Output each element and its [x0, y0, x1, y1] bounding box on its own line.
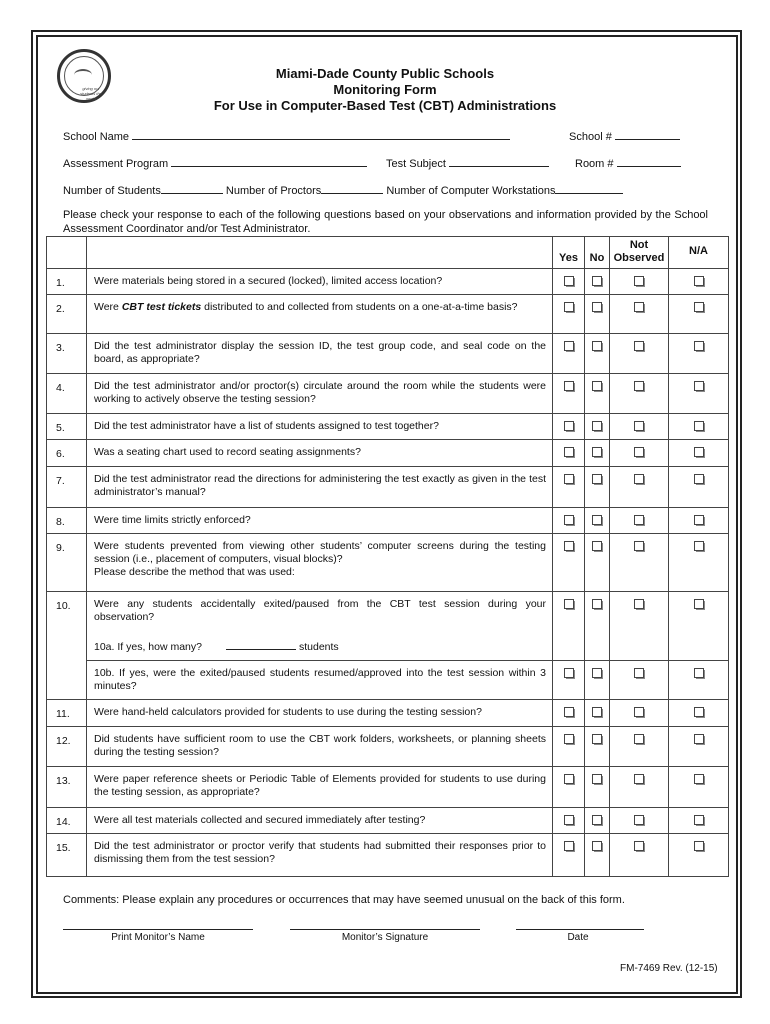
q11-no-checkbox[interactable] [592, 707, 602, 717]
question-number: 8. [47, 508, 87, 534]
question-text: Were CBT test tickets distributed to and collected from students on a one-at-a-time basis? [87, 295, 553, 334]
q2-yes-checkbox[interactable] [564, 302, 574, 312]
school-name-field[interactable] [63, 128, 510, 143]
test-subject-field[interactable] [386, 155, 549, 170]
question-row-14 [47, 808, 729, 834]
q10a-field[interactable]: 10a. If yes, how many? students [94, 638, 546, 654]
question-text: Was a seating chart used to record seating assignments? [87, 440, 553, 467]
question-text: Did the test administrator or proctor verify that students had submitted their responses prior to dismissing them from the test session? [87, 834, 553, 877]
school-name-label: School Name [63, 131, 130, 143]
test-subject-label: Test Subject [386, 158, 446, 170]
question-row-13 [47, 767, 729, 808]
question-number: 2. [47, 295, 87, 334]
q13-na-checkbox[interactable] [694, 774, 704, 784]
question-number: 14. [47, 808, 87, 834]
table-header-row [47, 237, 729, 269]
q2-not-observed-checkbox[interactable] [634, 302, 644, 312]
q9-not-observed-checkbox[interactable] [634, 541, 644, 551]
signature-line[interactable] [290, 929, 480, 930]
question-text: Were all test materials collected and secured immediately after testing? [87, 808, 553, 834]
q7-yes-checkbox[interactable] [564, 474, 574, 484]
num-students-label: Number of Students [63, 185, 161, 197]
q9-no-checkbox[interactable] [592, 541, 602, 551]
q8-no-checkbox[interactable] [592, 515, 602, 525]
num-workstations-line[interactable] [555, 182, 623, 194]
questions-table [46, 236, 729, 877]
q1-yes-checkbox[interactable] [564, 276, 574, 286]
question-number: 4. [47, 374, 87, 414]
q7-no-checkbox[interactable] [592, 474, 602, 484]
question-text: Did the test administrator have a list of students assigned to test together? [87, 414, 553, 440]
question-text: Did the test administrator read the directions for administering the test exactly as given in the test administrator’s manual? [87, 467, 553, 508]
q11-yes-checkbox[interactable] [564, 707, 574, 717]
question-number: 7. [47, 467, 87, 508]
q15-no-checkbox[interactable] [592, 841, 602, 851]
q3-na-checkbox[interactable] [694, 341, 704, 351]
question-row-3 [47, 334, 729, 374]
question-row-12 [47, 727, 729, 767]
question-number: 15. [47, 834, 87, 877]
q11-na-checkbox[interactable] [694, 707, 704, 717]
q6-na-checkbox[interactable] [694, 447, 704, 457]
room-no-line[interactable] [617, 155, 681, 167]
q1-no-checkbox[interactable] [592, 276, 602, 286]
question-number: 11. [47, 700, 87, 727]
q13-no-checkbox[interactable] [592, 774, 602, 784]
q10-no-checkbox[interactable] [592, 599, 602, 609]
q7-not-observed-checkbox[interactable] [634, 474, 644, 484]
question-number: 5. [47, 414, 87, 440]
question-row-15 [47, 834, 729, 877]
q15-not-observed-checkbox[interactable] [634, 841, 644, 851]
q15-na-checkbox[interactable] [694, 841, 704, 851]
question-row-5 [47, 414, 729, 440]
num-students-field[interactable] [63, 182, 623, 197]
question-row-10 [47, 592, 729, 661]
question-text: Were time limits strictly enforced? [87, 508, 553, 534]
question-row-1 [47, 269, 729, 295]
q10b-no-checkbox[interactable] [592, 668, 602, 678]
q5-not-observed-checkbox[interactable] [634, 421, 644, 431]
question-number: 3. [47, 334, 87, 374]
signature-label: Monitor’s Signature [341, 932, 429, 943]
question-row-4 [47, 374, 729, 414]
q6-not-observed-checkbox[interactable] [634, 447, 644, 457]
question-row-11 [47, 700, 729, 727]
question-row-10b [47, 661, 729, 700]
assessment-program-label: Assessment Program [63, 158, 169, 170]
header-no: No [585, 237, 610, 269]
q11-not-observed-checkbox[interactable] [634, 707, 644, 717]
print-name-line[interactable] [63, 929, 253, 930]
title-purpose: For Use in Computer-Based Test (CBT) Administrations [213, 98, 557, 113]
q8-yes-checkbox[interactable] [564, 515, 574, 525]
q14-na-checkbox[interactable] [694, 815, 704, 825]
question-number: 10. [47, 592, 87, 700]
q12-na-checkbox[interactable] [694, 734, 704, 744]
num-proctors-label: Number of Proctors [225, 185, 322, 197]
num-workstations-label: Number of Computer Workstations [386, 185, 556, 197]
question-text: Were materials being stored in a secured (locked), limited access location? [87, 269, 553, 295]
q10a-count-line[interactable] [226, 638, 296, 650]
date-label: Date [567, 932, 589, 943]
question-row-2 [47, 295, 729, 334]
form-number: FM-7469 Rev. (12-15) [620, 963, 718, 974]
school-no-label: School # [569, 131, 612, 143]
question-text: Did the test administrator display the session ID, the test group code, and seal code on the board, as appropriate? [87, 334, 553, 374]
q1-na-checkbox[interactable] [694, 276, 704, 286]
question-number: 9. [47, 534, 87, 592]
district-seal-logo [57, 49, 111, 103]
room-no-field[interactable] [575, 155, 681, 170]
question-number: 13. [47, 767, 87, 808]
print-name-label: Print Monitor’s Name [111, 932, 205, 943]
assessment-program-field[interactable] [63, 155, 367, 170]
num-students-line[interactable] [161, 182, 223, 194]
q6-no-checkbox[interactable] [592, 447, 602, 457]
q12-not-observed-checkbox[interactable] [634, 734, 644, 744]
seal-text: giving our students the world [80, 86, 102, 101]
question-text: Were students prevented from viewing other students’ computer screens during the testing session (i.e., placement of computers, visual blocks)? Please describe the method that was used: [87, 534, 553, 592]
instructions: Please check your response to each of the following questions based on your observations and information provided by the School Assessment Coordinator and/or Test Administrator. [63, 209, 708, 235]
question-text: Were paper reference sheets or Periodic Table of Elements provided for students to use during the testing session, as appropriate? [87, 767, 553, 808]
comments-instruction: Comments: Please explain any procedures or occurrences that may have seemed unusual on the back of this form. [63, 894, 625, 906]
q13-yes-checkbox[interactable] [564, 774, 574, 784]
q6-yes-checkbox[interactable] [564, 447, 574, 457]
q14-no-checkbox[interactable] [592, 815, 602, 825]
q13-not-observed-checkbox[interactable] [634, 774, 644, 784]
question-row-8 [47, 508, 729, 534]
question-text: Did students have sufficient room to use the CBT work folders, worksheets, or planning sheets during the testing session? [87, 727, 553, 767]
q3-no-checkbox[interactable] [592, 341, 602, 351]
question-text: Were hand-held calculators provided for students to use during the testing session? [87, 700, 553, 727]
header-num [47, 237, 87, 269]
date-line[interactable] [516, 929, 644, 930]
header-yes: Yes [553, 237, 585, 269]
describe-method-prompt: Please describe the method that was used: [94, 566, 295, 578]
form-title [150, 66, 620, 114]
q9-yes-checkbox[interactable] [564, 541, 574, 551]
header-question [87, 237, 553, 269]
header-na: N/A [669, 237, 729, 269]
q14-not-observed-checkbox[interactable] [634, 815, 644, 825]
q10-yes-checkbox[interactable] [564, 599, 574, 609]
q3-yes-checkbox[interactable] [564, 341, 574, 351]
school-no-field[interactable] [569, 128, 680, 143]
q2-na-checkbox[interactable] [694, 302, 704, 312]
question-number: 12. [47, 727, 87, 767]
q1-not-observed-checkbox[interactable] [634, 276, 644, 286]
q5-yes-checkbox[interactable] [564, 421, 574, 431]
question-text: Were any students accidentally exited/paused from the CBT test session during your observation? 10a. If yes, how many? students [87, 592, 553, 661]
q10b-not-observed-checkbox[interactable] [634, 668, 644, 678]
room-no-label: Room # [575, 158, 614, 170]
q8-na-checkbox[interactable] [694, 515, 704, 525]
header-not-observed: Not Observed [610, 237, 669, 269]
question-row-7 [47, 467, 729, 508]
q9-na-checkbox[interactable] [694, 541, 704, 551]
question-number: 1. [47, 269, 87, 295]
question-number: 6. [47, 440, 87, 467]
q10-not-observed-checkbox[interactable] [634, 599, 644, 609]
q3-not-observed-checkbox[interactable] [634, 341, 644, 351]
title-district: Miami-Dade County Public Schools [275, 66, 495, 81]
q2-no-checkbox[interactable] [592, 302, 602, 312]
question-text: Did the test administrator and/or proctor(s) circulate around the room while the students were working to actively observe the testing session? [87, 374, 553, 414]
q7-na-checkbox[interactable] [694, 474, 704, 484]
q4-na-checkbox[interactable] [694, 381, 704, 391]
q10-na-checkbox[interactable] [694, 599, 704, 609]
q8-not-observed-checkbox[interactable] [634, 515, 644, 525]
q12-no-checkbox[interactable] [592, 734, 602, 744]
q4-not-observed-checkbox[interactable] [634, 381, 644, 391]
q15-yes-checkbox[interactable] [564, 841, 574, 851]
title-form: Monitoring Form [333, 82, 437, 97]
q5-no-checkbox[interactable] [592, 421, 602, 431]
q12-yes-checkbox[interactable] [564, 734, 574, 744]
question-row-6 [47, 440, 729, 467]
test-subject-line[interactable] [449, 155, 549, 167]
question-row-9 [47, 534, 729, 592]
q10b-na-checkbox[interactable] [694, 668, 704, 678]
assessment-program-line[interactable] [171, 155, 367, 167]
q10b-yes-checkbox[interactable] [564, 668, 574, 678]
question-text-10b: 10b. If yes, were the exited/paused students resumed/approved into the test session within 3 minutes? [87, 661, 553, 700]
q4-no-checkbox[interactable] [592, 381, 602, 391]
q4-yes-checkbox[interactable] [564, 381, 574, 391]
cbt-test-tickets-emphasis: CBT test tickets [121, 301, 202, 313]
q14-yes-checkbox[interactable] [564, 815, 574, 825]
q5-na-checkbox[interactable] [694, 421, 704, 431]
num-proctors-line[interactable] [321, 182, 383, 194]
school-no-line[interactable] [615, 128, 680, 140]
school-name-line[interactable] [132, 128, 510, 140]
